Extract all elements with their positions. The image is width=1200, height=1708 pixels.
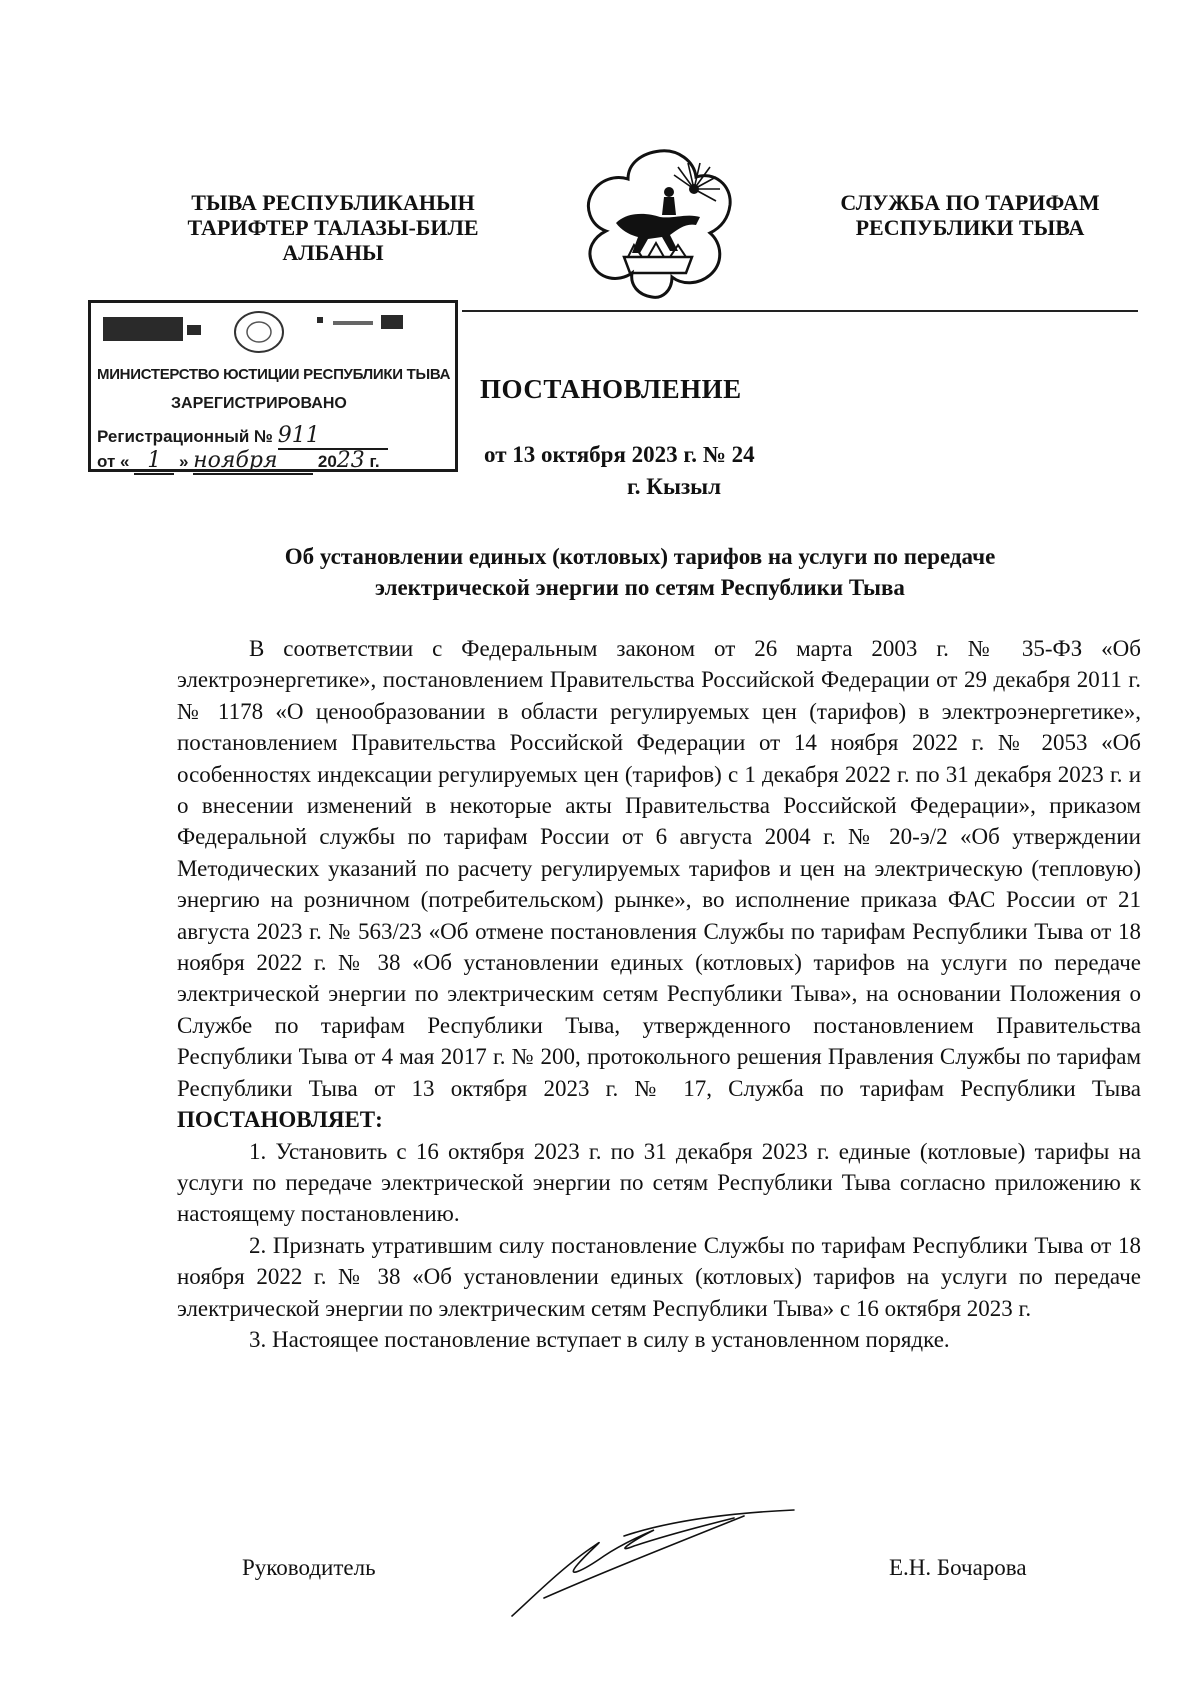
stamp-reg-number: 911 (278, 423, 388, 450)
preamble-paragraph (177, 633, 1141, 1136)
tuva-coat-of-arms-icon (582, 145, 738, 303)
stamp-date-row (97, 448, 380, 475)
stamp-blot (103, 317, 183, 341)
document-city: г. Кызыл (626, 474, 722, 499)
document-type: ПОСТАНОВЛЕНИЕ (480, 374, 742, 404)
stamp-blot (381, 315, 403, 329)
header-divider (462, 310, 1138, 312)
stamp-blot (333, 321, 373, 325)
stamp-year-prefix: 20 (317, 452, 337, 471)
header-right-org (820, 190, 1120, 240)
decree-item-3: 3. Настоящее постановление вступает в силу в установленном порядке. (249, 1326, 950, 1352)
document-title-line: Об установлении единых (котловых) тарифов на услуги по передаче (284, 544, 996, 569)
document-body (177, 633, 1141, 1355)
signatory-title: Руководитель (242, 1555, 376, 1580)
stamp-status: ЗАРЕГИСТРИРОВАНО (171, 395, 347, 412)
decree-item-2: 2. Признать утратившим силу постановление Службы по тарифам Республики Тыва от 18 ноября 2022 г. № 38 «Об установлении единых (котловых) тарифов на услуги по передаче электрической энергии по электрическим сетям Республики Тыва» с 16 октября 2023 г. (177, 1232, 1141, 1321)
stamp-year-suffix: 23 (336, 448, 365, 473)
stamp-blot (317, 317, 323, 323)
stamp-reg-row (97, 423, 388, 450)
document-title (180, 541, 1100, 603)
header-left-line: ТАРИФТЕР ТАЛАЗЫ-БИЛЕ (187, 215, 479, 240)
registration-stamp (88, 300, 458, 472)
handwritten-signature (504, 1506, 804, 1626)
stamp-date-prefix: от « (97, 452, 130, 471)
stamp-year-end: г. (369, 452, 380, 471)
preamble-text: В соответствии с Федеральным законом от 26 марта 2003 г. № 35-ФЗ «Об электроэнергетике», постановлением Правительства Российской Федерации от 29 декабря 2011 г. № 1178 «О ценообразовании в области регулируемых цен (тарифов) в электроэнергетике», постановлением Правительства Российской Федерации от 14 ноября 2022 г. № 2053 «Об особенностях индексации регулируемых цен (тарифов) с 1 декабря 2022 г. по 31 декабря 2023 г. и о внесении изменений в некоторые акты Правительства Российской Федерации», приказом Федеральной службы по тарифам России от 6 августа 2004 г. № 20-э/2 «Об утверждении Методических указаний по расчету регулируемых тарифов и цен на электрическую (тепловую) энергию на розничном (потребительском) рынке», во исполнение приказа ФАС России от 21 августа 2023 г. № 563/23 «Об отмене постановления Службы по тарифам Республики Тыва от 18 ноября 2022 г. № 38 «Об установлении единых (котловых) тарифов на услуги по передаче электрической энергии по электрическим сетям Республики Тыва», на основании Положения о Службе по тарифам Республики Тыва, утвержденного постановлением Правительства Республики Тыва от 4 мая 2017 г. № 200, протокольного решения Правления Службы по тарифам Республики Тыва от 13 октября 2023 г. № 17, Служба по тарифам Республики Тыва (177, 636, 1141, 1101)
header-left-line: ТЫВА РЕСПУБЛИКАНЫН (191, 190, 475, 215)
stamp-emblem-icon (231, 309, 287, 355)
signatory-name: Е.Н. Бочарова (889, 1555, 1027, 1580)
stamp-ministry: МИНИСТЕРСТВО ЮСТИЦИИ РЕСПУБЛИКИ ТЫВА (97, 366, 451, 383)
document-title-line: электрической энергии по сетям Республики Тыва (375, 575, 905, 600)
stamp-blot (187, 325, 201, 335)
header-right-line: СЛУЖБА ПО ТАРИФАМ (840, 190, 1100, 215)
header-left-org (160, 190, 506, 265)
stamp-day-suffix: » (178, 452, 189, 471)
stamp-reg-label: Регистрационный № (97, 427, 273, 446)
header-right-line: РЕСПУБЛИКИ ТЫВА (855, 215, 1085, 240)
decree-item-1: 1. Установить с 16 октября 2023 г. по 31 декабря 2023 г. единые (котловые) тарифы на услуги по передаче электрической энергии по сетям Республики Тыва согласно приложению к настоящему постановлению. (177, 1138, 1141, 1227)
document-date-number: от 13 октября 2023 г. № 24 (484, 442, 755, 467)
stamp-month: ноября (193, 448, 313, 475)
stamp-day: 1 (134, 448, 174, 475)
header-left-line: АЛБАНЫ (282, 240, 384, 265)
decree-word: ПОСТАНОВЛЯЕТ: (177, 1107, 383, 1133)
